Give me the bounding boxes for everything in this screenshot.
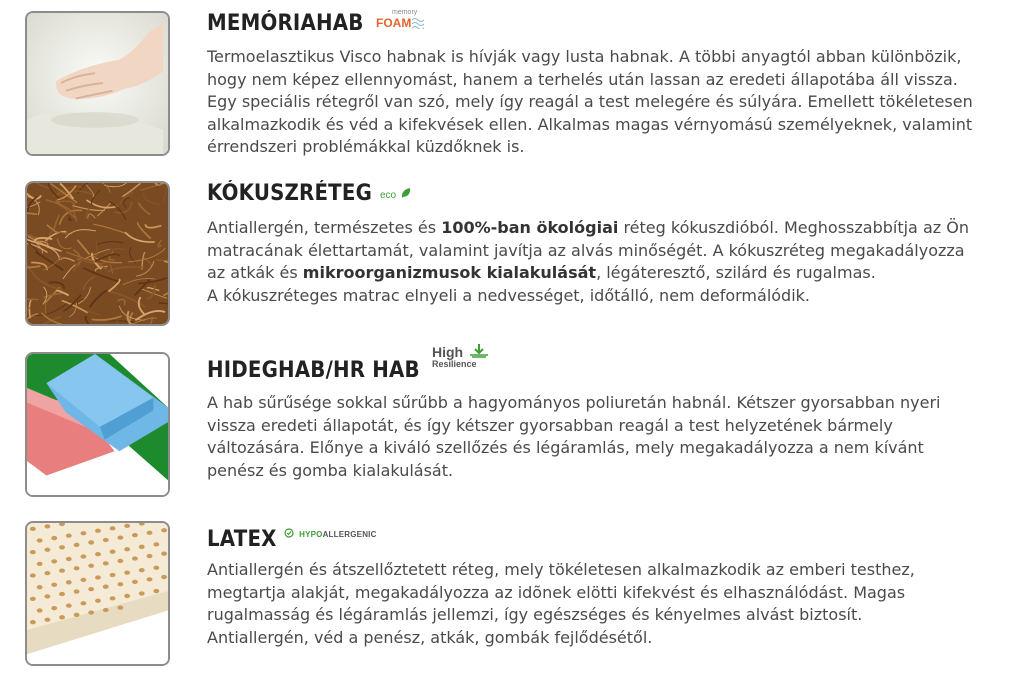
wave-icon (412, 17, 424, 29)
section-description: Termoelasztikus Visco habnak is hívják vagy lusta habnak. A többi anyagtól abban különbözik, hogy nem képez ellennyomást, hanem a terhelés után lassan az eredeti állapotába áll vissza. Egy speciális rétegről van szó, mely így reagál a test melegére és súlyára. Emellett tökéletesen alkalmazkodik és véd a kifekvések ellen. Alkalmas magas vérnyomású személyeknek, valamint érrendszeri problémákkal küzdőknek is. (207, 47, 973, 156)
section-title: LATEX (207, 527, 277, 552)
high-resilience-logo: High Resilience (432, 344, 494, 372)
section-title: HIDEGHAB/HR HAB (207, 358, 420, 383)
arrow-down-icon (469, 344, 489, 358)
section-title: MEMÓRIAHAB (207, 11, 364, 36)
section-description: A hab sűrűsége sokkal sűrűbb a hagyományos poliuretán habnál. Kétszer gyorsabban nyeri vissza eredeti állapotát, és így kétszer gyorsabban reagál a test helyzetének bármely változására. Előnye a kiváló szellőzés és légáramlás, mely megakadályozza a nem kívánt penész és gomba kialakulását. (207, 393, 941, 480)
hypoallergenic-logo: HYPOALLERGENIC (284, 522, 377, 541)
leaf-icon (401, 188, 411, 199)
memory-foam-logo: memory FOAM (376, 9, 426, 33)
section-description: Antiallergén és átszellőztetett réteg, mely tökéletesen alkalmazkodik az emberi testhez, megtartja alakját, megakadályozza az idõnek elötti kifekvést és elhasználódást. Magas rugalmasság és légáramlás jellemzi, így egészséges és kényelmes alvást biztosít. Antiallergén, véd a penész, atkák, gombák fejlődésétől. (207, 560, 915, 647)
coconut-fiber-image (25, 181, 170, 326)
latex-image (25, 521, 170, 666)
check-circle-icon (284, 528, 294, 538)
cold-foam-image (25, 352, 170, 497)
section-title: KÓKUSZRÉTEG (207, 181, 373, 206)
section-description: Antiallergén, természetes és 100%-ban ökológiai réteg kókuszdióból. Meghosszabbítja az Ön matracának élettartamát, valamint javítja az alvás minőségét. A kókuszréteg megakadályozza az atkák és mikroorganizmusok kialakulását, légáteresztő, szilárd és rugalmas. A kókuszréteges matrac elnyeli a nedvességet, időtálló, nem deformálódik. (207, 218, 969, 305)
memory-foam-image (25, 11, 170, 156)
eco-logo: eco (380, 183, 411, 202)
